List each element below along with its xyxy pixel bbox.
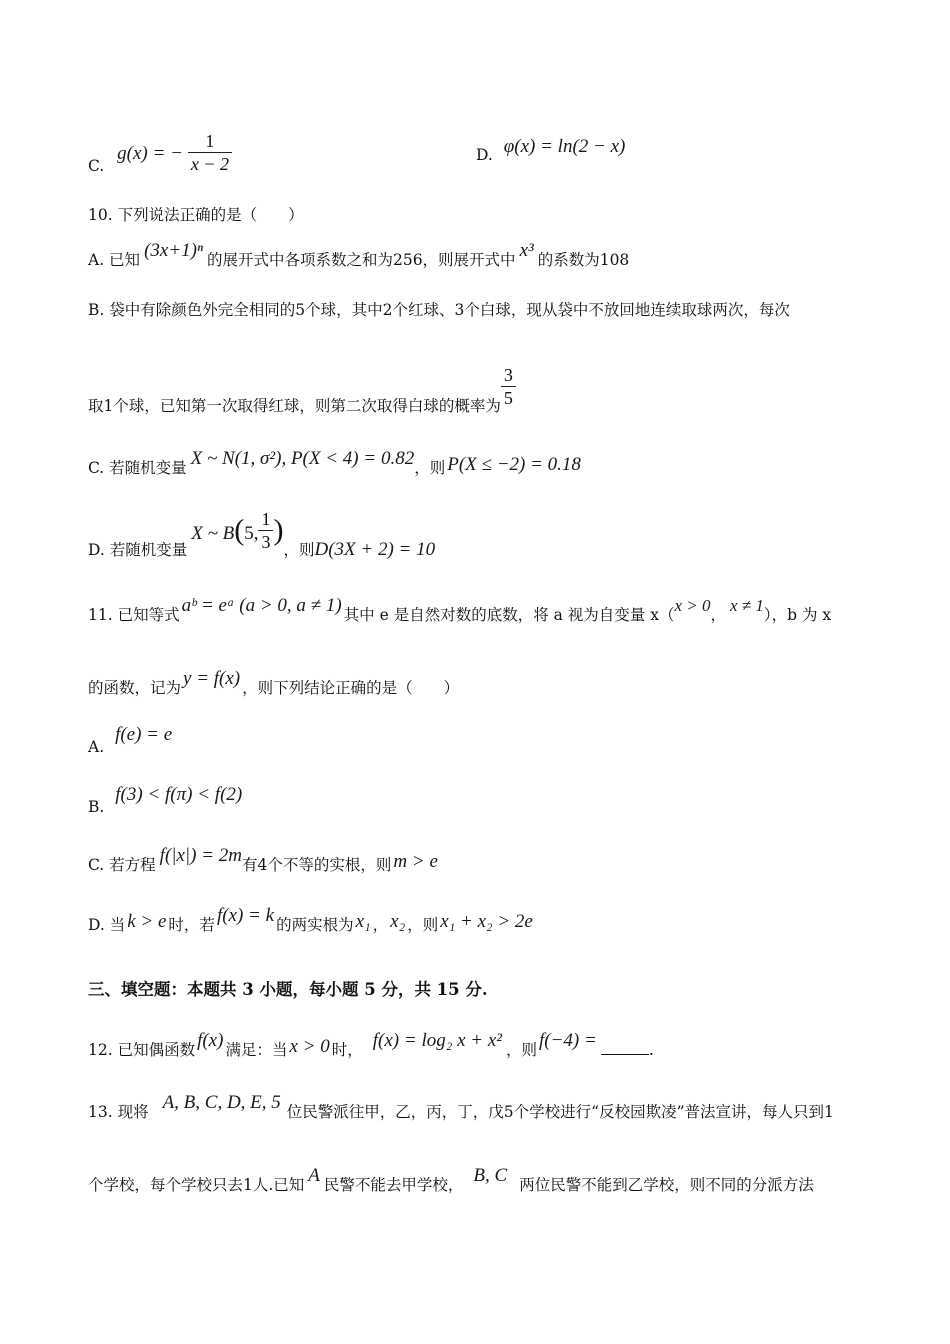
q10-option-c: C. 若随机变量 X ~ N(1, σ²), P(X < 4) = 0.82，则 P(X ≤ −2) = 0.18 [88,448,581,477]
q11-option-b: B. f(3) < f(π) < f(2) [88,784,243,816]
q13-line2: 个学校，每个学校只去1人.已知 A 民警不能去甲学校， B, C 两位民警不能到乙学校，则不同的分派方法 [88,1165,814,1194]
q11-stem-line1: 11. 已知等式 aᵇ = eᵃ (a > 0, a ≠ 1) 其中 e 是自然对数的底数，将 a 视为自变量 x（x > 0， x ≠ 1），b 为 x [88,595,832,624]
q12: 12. 已知偶函数 f(x) 满足：当 x > 0 时， f(x) = log₂ x + x² ，则 f(−4) = . [88,1030,654,1059]
q13-line1: 13. 现将 A, B, C, D, E, 5 位民警派往甲，乙，丙，丁，戊5个学校进行“反校园欺凌”普法宣讲，每人只到1 [88,1092,834,1121]
q11-option-c: C. 若方程 f(|x|) = 2m有4个不等的实根，则 m > e [88,845,438,874]
q11-option-d: D. 当 k > e 时，若 f(x) = k 的两实根为 x₁ ， x₂ ，则 x₁ + x₂ > 2e [88,905,533,934]
section-3-heading: 三、填空题：本题共 3 小题，每小题 5 分，共 15 分. [88,980,488,999]
q9-option-c: C. g(x) = − $\frac{1}{x - 2}$ [88,122,232,167]
q10-option-b-line2: 取1个球，已知第一次取得红球，则第二次取得白球的概率为 $\frac{3}{5}$ [88,360,516,405]
q10-option-b-line1: B. 袋中有除颜色外完全相同的5个球，其中2个红球、3个白球，现从袋中不放回地连续取球两次，每次 [88,301,790,319]
q10-option-a: A. 已知 (3x+1)ⁿ 的展开式中各项系数之和为256，则展开式中 x³ 的系数为108 [88,240,630,269]
q9-d-expr: φ(x) = ln(2 − x) [503,136,626,157]
q10-b-fraction: $\frac{3}{5}$ [501,364,516,409]
q11-stem-line2: 的函数，记为 y = f(x) ，则下列结论正确的是（ ） [88,668,460,697]
answer-blank[interactable] [601,1040,649,1055]
q9-c-lhs: g(x) = − [117,142,183,164]
q10-option-d: D. 若随机变量X ~ B(5, $\frac{1}{3}$ )，则D(3X + 2) = 10 [88,509,436,560]
q10-d-fraction: $\frac{1}{3}$ [258,508,273,553]
q10-stem: 10. 下列说法正确的是（ ） [88,206,304,224]
q11-option-a: A. f(e) = e [88,724,173,756]
q9-option-d: D. φ(x) = ln(2 − x) [476,136,626,164]
q9-c-fraction: $\frac{1}{x - 2}$ [188,130,232,175]
